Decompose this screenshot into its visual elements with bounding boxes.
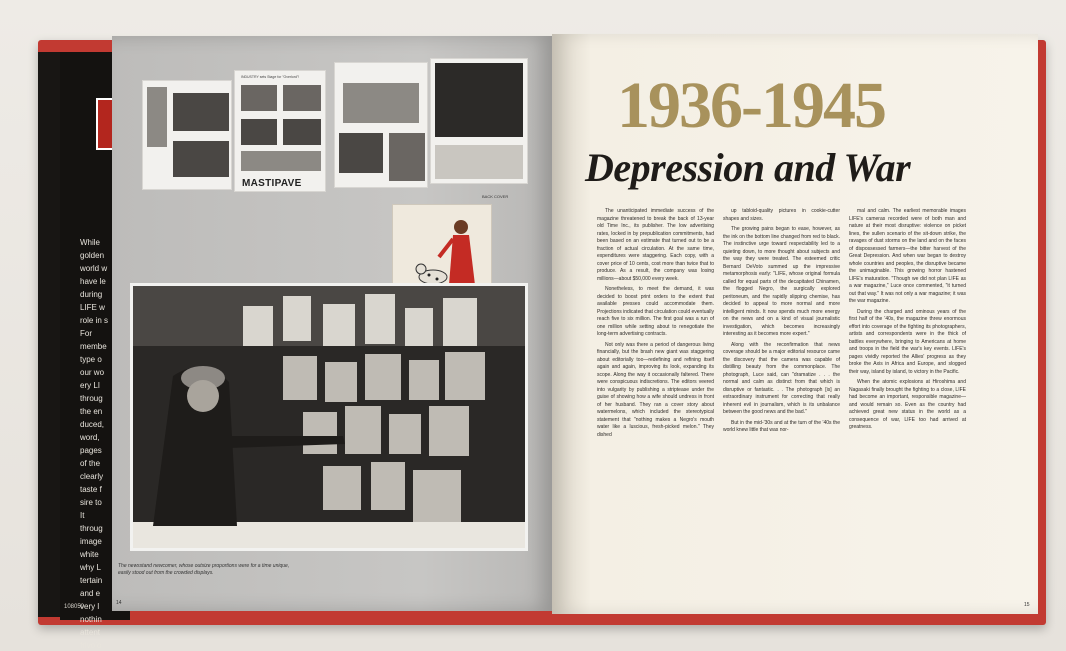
- paragraph: Along with the reconfirmation that news coverage should be a major editorial resource came the discovery that the camera was capable of distilling beauty from the commonplace. The photograph, Luce said, can "dramatize . . . the normal and calm as distinct from that which is disruptive or fantastic. . . The photograph [is] an extraordinary instrument for correcting that really inherent evil in journalism, which is its unbalance between the good news and the bad.": [723, 341, 840, 415]
- paragraph: When the atomic explosions at Hiroshima and Nagasaki finally brought the fighting to a close, LIFE had become an important, responsible magazine—and would remain so. Even as the country had achieved great new status in the world as a consequence of war, LIFE too had arrived at greatness.: [849, 379, 966, 430]
- article-column-3: [849, 208, 966, 435]
- paragraph: Nonetheless, to meet the demand, it was decided to boost print orders to the extent that available presses could accommodate them. Projections indicated that circulation could eventually reach five to six million. The first goal was a run of one million while setting about to renegotiate the long-term advertising contracts.: [597, 286, 715, 337]
- back-cover-marker: BACK COVER: [482, 194, 509, 199]
- underlying-page-code: 108050: [64, 604, 85, 610]
- article-column-2: [723, 208, 840, 438]
- thumbnail-page-2: [234, 70, 326, 192]
- paragraph: The growing pains began to ease, however, as the ink on the bottom line changed from red to black. The instinctive urge toward respectability led to a quieting down, to more thought about subjects and the way they were treated. The esteemed critic Bernard DeVoto summed up the impressive metamorphosis early: "LIFE, whose original formula called for equal parts of the decapitated Chinamen, the flogged Negro, the surgically explored peritoneum, and the rapidly slipping chemise, has decided to appeal to more normal and more intelligent minds. It now spends much more energy on the news and on a kind of visual journalistic investigation, which becomes increasingly interesting as it becomes more expert.": [723, 226, 840, 337]
- mastipave-ad-label: MASTIPAVE: [242, 178, 302, 189]
- paragraph: But in the mid-'30s and at the turn of the '40s the world knew little that was nor-: [723, 419, 840, 433]
- underlying-page-text: While golden world w have le during LIFE w role in s For membe type o our wo ery LI throug the en duced, word, pages of the clearly taste f sire to It throug image white why L tertain and e very l nothin attent frivolo: [80, 238, 109, 650]
- left-page-number: 14: [116, 600, 122, 606]
- paragraph: During the charged and ominous years of the first half of the '40s, the magazine threw enormous effort into coverage of the fighting its photographers, artists and correspondents were in the thick of battles everywhere, bringing to Americans at home and troops in the field the war's key events. LIFE's pages vividly reported the Allies' progress as they broke the Axis in Africa and Europe, and slogged their way, island by island, to victory in the Pacific.: [849, 308, 966, 375]
- thumbnail-page-1: [142, 80, 232, 190]
- paragraph: up tabloid-quality pictures in cookie-cutter shapes and sizes.: [723, 208, 840, 222]
- thumbnail-page-3: [334, 62, 428, 188]
- newsstand-photo: [130, 283, 528, 551]
- thumbnail-heading: INDUSTRY sets Stage for "Overlord"!: [241, 75, 300, 79]
- chapter-years-title: 1936-1945: [617, 69, 885, 142]
- paragraph: The unanticipated immediate success of the magazine threatened to break the back of 13-year old Time Inc., its publisher. The low advertising rates, locked in by prepublication commitments, had been based on an estimate that turned out to be a fraction of actual circulation. At the same time, expenditures were staggering. Each copy, with a cover price of 10 cents, cost more than twice that to produce. As a result, the company was losing millions—about $50,000 every week.: [597, 208, 714, 282]
- right-page-number: 15: [1024, 602, 1030, 608]
- newsstand-scene: [133, 286, 525, 548]
- paragraph: mal and calm. The earliest memorable images LIFE's cameras recorded were of both man and nature at their most disruptive: violence on picket lines, the sullen scenario of the sit-down strike, the ravages of dust storms on the land and on the faces of dispossessed farmers—the bitter harvest of the Great Depression. And when war began to destroy whole countries and peoples, the disruptive became the unimaginable. This growing horror hastened LIFE's maturation. "Though we did not plan LIFE as a war magazine," Luce once commented, "it turned out that way." It was not only a war magazine; it was the war magazine.: [849, 208, 966, 304]
- paragraph: Not only was there a period of dangerous living financially, but the brash new giant was staggering about editorially too—redefining and refining itself again and again, improving its look, expanding its scope. Along the way it occasionally faltered. There were conspicuous indiscretions. The editors veered into vulgarity by publishing a striptease under the guise of showing how a wife should undress in front of her husband. They ran a cover story about watermelons, which included the stereotypical statement that "nothing makes a Negro's mouth water like a luscious, fresh-picked melon." They dished: [597, 341, 714, 438]
- photo-caption: The newsstand newcomer, whose outsize proportions were for a time unique, easily stood out from the crowded displays.: [118, 563, 290, 576]
- chapter-subtitle: Depression and War: [585, 145, 911, 190]
- article-column-1: [597, 208, 714, 442]
- thumbnail-page-4: [430, 58, 528, 184]
